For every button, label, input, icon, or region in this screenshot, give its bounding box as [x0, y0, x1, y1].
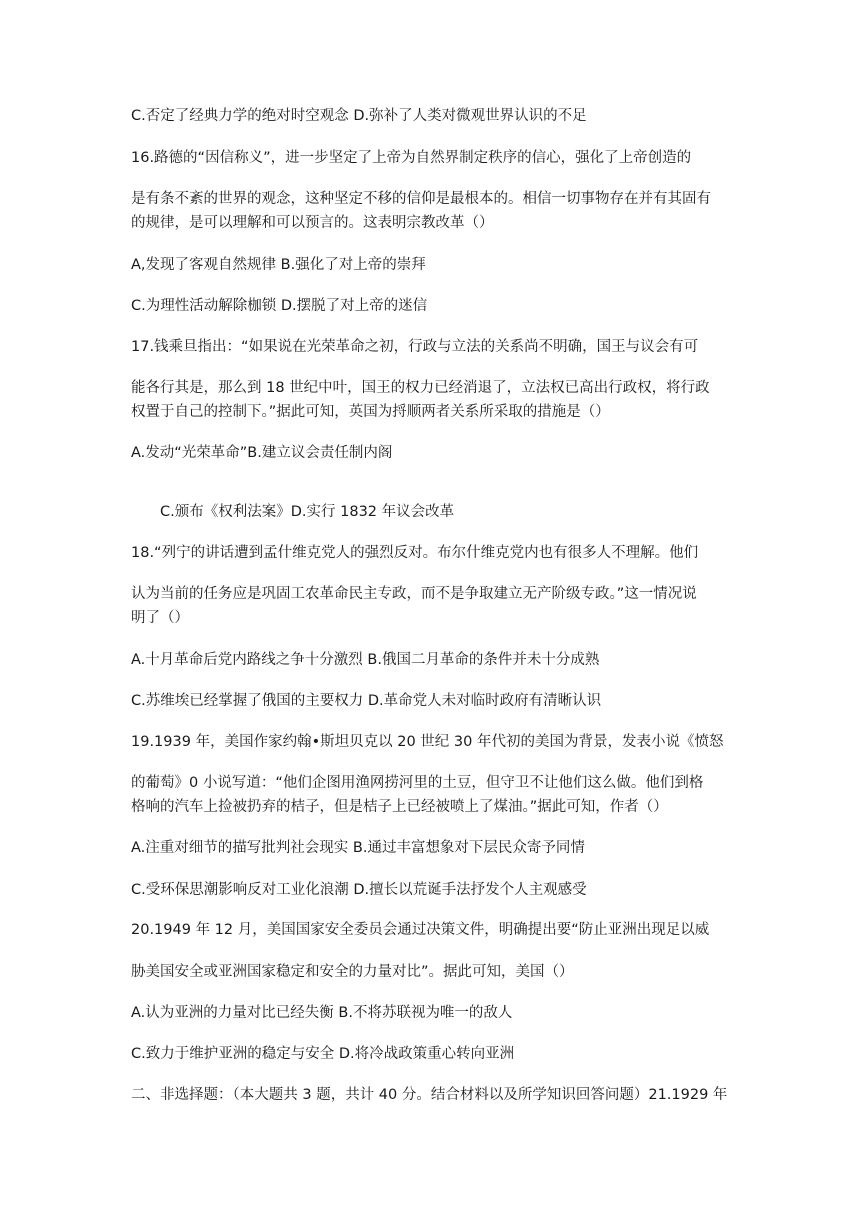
text-line-q16-option-a-b: A,发现了客观自然规律 B.强化了对上帝的崇拜	[131, 257, 426, 273]
text-line-section-two-heading: 二、非选择题：（本大题共 3 题，共计 40 分。结合材料以及所学知识回答问题）21.1929 年	[131, 1087, 728, 1103]
text-line-q16-stem-3: 的规律，是可以理解和可以预言的。这表明宗教改革（）	[131, 215, 494, 231]
text-line-q19-option-a-b: A.注重对细节的描写批判社会现实 B.通过丰富想象对下层民众寄予同情	[131, 840, 585, 856]
text-line-q20-option-c-d: C.致力于维护亚洲的稳定与安全 D.将冷战政策重心转向亚洲	[131, 1046, 515, 1062]
text-line-q17-stem-1: 17.钱乘旦指出：“如果说在光荣革命之初，行政与立法的关系尚不明确，国王与议会有可	[131, 339, 699, 355]
text-line-q18-stem-3: 明了（）	[131, 610, 189, 626]
text-line-q17-stem-3: 权置于自己的控制下。”据此可知，英国为捋顺两者关系所采取的措施是（）	[131, 404, 610, 420]
text-line-q19-stem-3: 格响的汽车上捡被扔弃的桔子，但是桔子上已经被喷上了煤油。”据此可知，作者（）	[131, 799, 668, 815]
text-line-q16-option-c-d: C.为理性活动解除枷锁 D.摆脱了对上帝的迷信	[131, 298, 428, 314]
text-line-q18-stem-1: 18.“列宁的讲话遭到孟什维克党人的强烈反对。布尔什维克党内也有很多人不理解。他们	[131, 545, 699, 561]
text-line-q17-stem-2: 能各行其是，那么到 18 世纪中叶，国王的权力已经消退了，立法权已高出行政权，将行政	[131, 380, 710, 396]
text-line-q17-option-a-b: A.发动“光荣革命”B.建立议会责任制内阁	[131, 445, 393, 461]
text-line-q20-stem-1: 20.1949 年 12 月，美国国家安全委员会通过决策文件，明确提出要“防止亚洲出现足以威	[131, 922, 710, 938]
text-line-q20-option-a-b: A.认为亚洲的力量对比已经失衡 B.不将苏联视为唯一的敌人	[131, 1005, 513, 1021]
text-line-q17-option-c-d: C.颁布《权利法案》D.实行 1832 年议会改革	[160, 504, 455, 520]
text-line-q15-option-c-d: C.否定了经典力学的绝对时空观念 D.弥补了人类对微观世界认识的不足	[131, 108, 587, 124]
text-line-q18-option-c-d: C.苏维埃已经掌握了俄国的主要权力 D.革命党人未对临时政府有清晰认识	[131, 693, 602, 709]
text-line-q19-stem-1: 19.1939 年，美国作家约翰•斯坦贝克以 20 世纪 30 年代初的美国为背景，发表小说《愤怒	[131, 734, 724, 750]
text-line-q18-stem-2: 认为当前的任务应是巩固工农革命民主专政，而不是争取建立无产阶级专政。”这一情况说	[131, 586, 697, 602]
text-line-q19-stem-2: 的葡萄》0 小说写道：“他们企图用渔网捞河里的土豆，但守卫不让他们这么做。他们到格	[131, 775, 704, 791]
text-line-q19-option-c-d: C.受环保思潮影响反对工业化浪潮 D.擅长以荒诞手法抒发个人主观感受	[131, 882, 587, 898]
text-line-q20-stem-2: 胁美国安全或亚洲国家稳定和安全的力量对比”。据此可知，美国（）	[131, 964, 574, 980]
text-line-q16-stem-1: 16.路德的“因信称义”，进一步坚定了上帝为自然界制定秩序的信心，强化了上帝创造的	[131, 150, 692, 166]
text-line-q16-stem-2: 是有条不紊的世界的观念，这种坚定不移的信仰是最根本的。相信一切事物存在并有其固有	[131, 191, 711, 207]
text-line-q18-option-a-b: A.十月革命后党内路线之争十分激烈 B.俄国二月革命的条件并未十分成熟	[131, 652, 600, 668]
